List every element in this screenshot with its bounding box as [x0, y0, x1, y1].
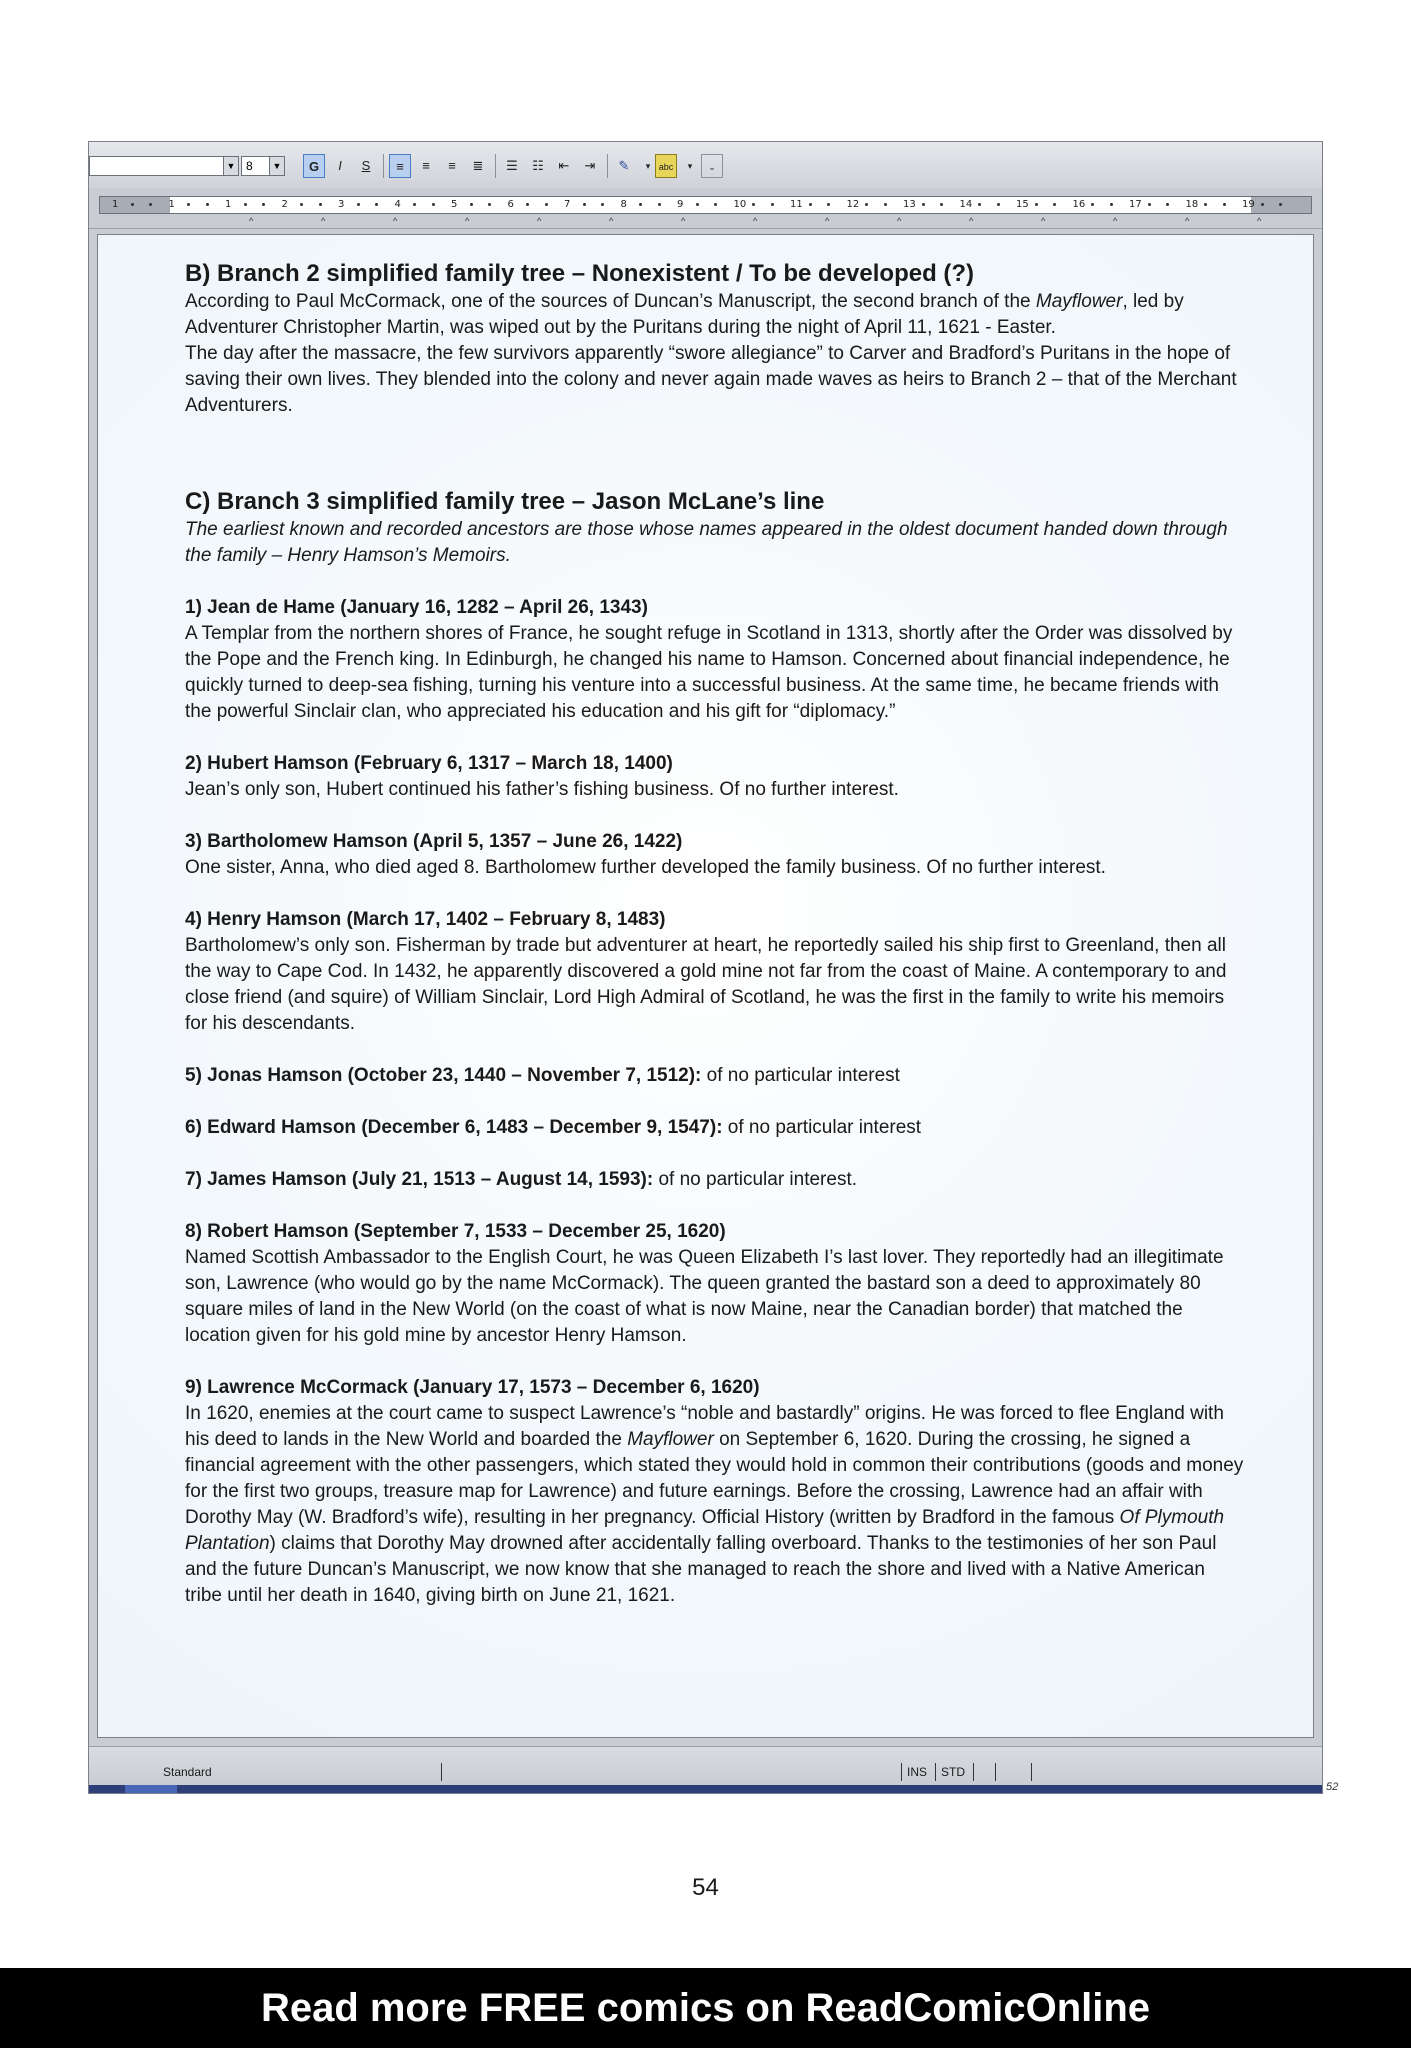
ruler-tick-label: 10: [733, 199, 747, 210]
ruler-tick-label: 16: [1072, 199, 1086, 210]
ruler-tick-label: 12: [846, 199, 860, 210]
ruler-tick-dot: [300, 203, 303, 206]
ruler-tick-dot: [1261, 203, 1264, 206]
tab-stop-icon[interactable]: ^: [1041, 216, 1046, 226]
status-bar: [89, 1746, 1322, 1793]
ruler-tick-dot: [940, 203, 943, 206]
formatting-toolbar: [89, 142, 1322, 189]
entry-title: 1) Jean de Hame (January 16, 1282 – April 26, 1343): [185, 597, 648, 618]
font-size-value: 8: [246, 159, 253, 173]
promo-banner[interactable]: Read more FREE comics on ReadComicOnline: [0, 1968, 1411, 2048]
ruler-tick-dot: [1035, 203, 1038, 206]
ruler-tick-dot: [827, 203, 830, 206]
tab-stop-icon[interactable]: ^: [825, 216, 830, 226]
ruler-tick-dot: [375, 203, 378, 206]
inline-entry: 6) Edward Hamson (December 6, 1483 – December 9, 1547): of no particular interest: [185, 1117, 922, 1138]
ruler-tick-dot: [319, 203, 322, 206]
ruler-tick-label: 7: [564, 199, 571, 210]
inline-entry: 7) James Hamson (July 21, 1513 – August 14, 1593): of no particular interest.: [185, 1169, 858, 1190]
ruler-tick-dot: [696, 203, 699, 206]
ruler-tick-dot: [639, 203, 642, 206]
align-left-icon[interactable]: ≡: [389, 154, 411, 178]
ruler-area: [89, 188, 1322, 229]
status-bar-strip: [89, 1785, 1322, 1793]
tab-stop-icon[interactable]: ^: [465, 216, 470, 226]
ruler-tick-dot: [1053, 203, 1056, 206]
status-divider: [1031, 1763, 1032, 1781]
ruler-tick-dot: [658, 203, 661, 206]
toolbar-divider: [607, 154, 608, 178]
tab-stop-icon[interactable]: ^: [609, 216, 614, 226]
ruler-tick-dot: [1110, 203, 1113, 206]
tab-stop-icon[interactable]: ^: [1185, 216, 1190, 226]
document-page[interactable]: [97, 234, 1314, 1738]
entry-title: 4) Henry Hamson (March 17, 1402 – February 8, 1483): [185, 909, 666, 930]
ruler-tick-label: 1: [225, 199, 232, 210]
chevron-down-icon[interactable]: ▾: [687, 161, 693, 171]
entry-title: 2) Hubert Hamson (February 6, 1317 – March 18, 1400): [185, 753, 673, 774]
align-right-icon[interactable]: ≡: [448, 158, 456, 173]
ruler-tick-label: 4: [394, 199, 401, 210]
ruler-tick-dot: [357, 203, 360, 206]
entry-text: A Templar from the northern shores of France, he sought refuge in Scotland in 1313, shortly after the Order was dissolved by the Pope and the French king. In Edinburgh, he changed his name to Hamson. Concerned about financial independence, he quickly turned to deep-sea fishing, turning his venture into a successful business. At the same time, he became friends with the powerful Sinclair clan, who appreciated his education and his gift for “diplomacy.”: [185, 623, 1233, 722]
ruler-tick-label: 19: [1242, 199, 1255, 210]
italic-button[interactable]: I: [338, 158, 342, 173]
ruler-tick-dot: [262, 203, 265, 206]
ruler-tick-dot: [206, 203, 209, 206]
ruler-tick-dot: [1223, 203, 1226, 206]
ruler-tick-dot: [470, 203, 473, 206]
ruler-tick-label: 11: [790, 199, 803, 210]
chevron-down-icon[interactable]: ▾: [645, 161, 651, 171]
ruler-tick-dot: [714, 203, 717, 206]
ruler-tick-dot: [432, 203, 435, 206]
bullet-list-icon[interactable]: ☷: [532, 158, 544, 173]
tab-stop-icon[interactable]: ^: [753, 216, 758, 226]
chevron-down-icon[interactable]: ▼: [223, 157, 238, 175]
entry-title: 3) Bartholomew Hamson (April 5, 1357 – June 26, 1422): [185, 831, 683, 852]
ruler-tick-label: 1: [168, 199, 175, 210]
ruler-left-margin: [100, 197, 170, 213]
tab-stop-icon[interactable]: ^: [969, 216, 974, 226]
corner-page-number: 52: [1326, 1781, 1339, 1793]
ruler-tick-dot: [978, 203, 981, 206]
highlight-icon[interactable]: ✎: [618, 158, 630, 173]
entry-title: 8) Robert Hamson (September 7, 1533 – December 25, 1620): [185, 1221, 726, 1242]
ruler-tick-label: 18: [1185, 199, 1199, 210]
ruler-tick-label: 8: [620, 199, 627, 210]
entry-text: In 1620, enemies at the court came to suspect Lawrence’s “noble and bastardly” origins. He was forced to flee England with his deed to lands in the New World and boarded the Mayflower on September 6, 1620. During the crossing, he signed a financial agreement with the other passengers, which stated they would hold in common their contributions (goods and money for the first two groups, treasure map for Lawrence) and future earnings. Before the crossing, Lawrence had an affair with Dorothy May (W. Bradford’s wife), resulting in her pregnancy. Official History (written by Bradford in the famous Of Plymouth Plantation) claims that Dorothy May drowned after accidentally falling overboard. Thanks to the testimonies of her son Paul and the future Duncan’s Manuscript, we now know that she managed to reach the shore and lived with a Native American tribe until her death in 1640, giving birth on June 21, 1621.: [185, 1403, 1244, 1606]
ruler-tick-dot: [922, 203, 925, 206]
ruler-tick-dot: [752, 203, 755, 206]
entry-text: Bartholomew’s only son. Fisherman by trade but adventurer at heart, he reportedly sailed his ship first to Greenland, then all the way to Cape Cod. In 1432, he apparently discovered a gold mine not far from the coast of Maine. A contemporary to and close friend (and squire) of William Sinclair, Lord High Admiral of Scotland, he was the first in the family to write his memoirs for his descendants.: [185, 935, 1227, 1034]
section-b-paragraph-1: According to Paul McCormack, one of the sources of Duncan’s Manuscript, the second branch of the Mayflower, led by Adventurer Christopher Martin, was wiped out by the Puritans during the night of April 11, 1621 - Easter.: [185, 291, 1184, 338]
entry-text: Jean’s only son, Hubert continued his father’s fishing business. Of no further interest.: [185, 779, 899, 800]
align-justify-icon[interactable]: ≣: [472, 158, 484, 173]
decrease-indent-icon[interactable]: ⇤: [558, 158, 570, 173]
ruler-tick-dot: [1091, 203, 1094, 206]
ruler-tick-dot: [809, 203, 812, 206]
horizontal-ruler[interactable]: [99, 196, 1312, 214]
ruler-tick-dot: [1148, 203, 1151, 206]
ruler-tick-label: 5: [451, 199, 458, 210]
ruler-tick-dot: [545, 203, 548, 206]
section-b-heading: B) Branch 2 simplified family tree – Nonexistent / To be developed (?): [185, 260, 975, 287]
ruler-tick-label: 17: [1129, 199, 1142, 210]
chevron-down-icon[interactable]: ▼: [269, 157, 284, 175]
ruler-tick-dot: [997, 203, 1000, 206]
ruler-tick-label: 2: [281, 199, 288, 210]
ruler-tick-dot: [1204, 203, 1207, 206]
ruler-tick-dot: [488, 203, 491, 206]
ruler-tick-label: 13: [903, 199, 916, 210]
ruler-tick-label: 14: [959, 199, 973, 210]
status-divider: [973, 1763, 974, 1781]
word-processor-window: [88, 141, 1323, 1794]
status-std[interactable]: STD: [941, 1765, 965, 1779]
ruler-tick-label: 15: [1016, 199, 1029, 210]
status-divider: [995, 1763, 996, 1781]
page-number: 54: [692, 1874, 719, 1901]
toolbar-divider: [383, 154, 384, 178]
tab-stop-icon[interactable]: ^: [681, 216, 686, 226]
ruler-tick-dot: [131, 203, 134, 206]
status-divider: [935, 1763, 936, 1781]
entry-text: One sister, Anna, who died aged 8. Bartholomew further developed the family business. Of no further interest.: [185, 857, 1106, 878]
inline-entry: 5) Jonas Hamson (October 23, 1440 – November 7, 1512): of no particular interest: [185, 1065, 900, 1086]
ruler-tick-dot: [884, 203, 887, 206]
section-b-paragraph-2: The day after the massacre, the few survivors apparently “swore allegiance” to Carver and Bradford’s Puritans in the hope of saving their own lives. They blended into the colony and never again made waves as heirs to Branch 2 – that of the Merchant Adventurers.: [185, 343, 1237, 416]
ruler-tick-dot: [771, 203, 774, 206]
status-divider: [901, 1763, 902, 1781]
ruler-tick-label: 1: [112, 199, 119, 210]
tab-stop-icon[interactable]: ^: [1257, 216, 1262, 226]
ruler-tick-dot: [244, 203, 247, 206]
status-divider: [441, 1763, 442, 1781]
tab-stop-icon[interactable]: ^: [249, 216, 254, 226]
tab-stop-icon[interactable]: ^: [321, 216, 326, 226]
tab-stop-icon[interactable]: ^: [897, 216, 902, 226]
ruler-tick-dot: [413, 203, 416, 206]
ruler-tick-label: 9: [677, 199, 684, 210]
tab-stop-icon[interactable]: ^: [393, 216, 398, 226]
ruler-tick-dot: [865, 203, 868, 206]
spellcheck-icon[interactable]: abc: [655, 154, 677, 178]
underline-button[interactable]: S: [361, 158, 371, 173]
status-ins[interactable]: INS: [907, 1765, 928, 1779]
align-center-icon[interactable]: ≡: [422, 158, 430, 173]
font-size-combo[interactable]: [241, 156, 285, 176]
font-name-combo[interactable]: [89, 156, 239, 176]
ruler-tick-label: 6: [507, 199, 514, 210]
ruler-tick-dot: [526, 203, 529, 206]
section-c-intro: The earliest known and recorded ancestors are those whose names appeared in the oldest document handed down through the family – Henry Hamson’s Memoirs.: [185, 519, 1228, 566]
tab-stop-icon[interactable]: ^: [537, 216, 542, 226]
toolbar-options-icon[interactable]: ⌄: [701, 154, 723, 178]
ruler-tick-dot: [583, 203, 586, 206]
increase-indent-icon[interactable]: ⇥: [584, 158, 596, 173]
document-content: [185, 259, 1245, 1609]
ruler-tick-dot: [187, 203, 190, 206]
ruler-tick-dot: [1166, 203, 1169, 206]
status-style: Standard: [163, 1765, 212, 1779]
numbered-list-icon[interactable]: ☰: [506, 158, 518, 173]
tab-stop-icon[interactable]: ^: [1113, 216, 1118, 226]
entry-title: 9) Lawrence McCormack (January 17, 1573 – December 6, 1620): [185, 1377, 760, 1398]
bold-button[interactable]: G: [303, 154, 325, 178]
entry-text: Named Scottish Ambassador to the English Court, he was Queen Elizabeth I’s last lover. They reportedly had an illegitimate son, Lawrence (who would go by the name McCormack). The queen granted the bastard son a deed to approximately 80 square miles of land in the New World (on the coast of what is now Maine, near the Canadian border) that matched the location given for his gold mine by ancestor Henry Hamson.: [185, 1247, 1224, 1346]
section-c-heading: C) Branch 3 simplified family tree – Jason McLane’s line: [185, 488, 825, 515]
ruler-tick-dot: [601, 203, 604, 206]
ruler-tick-label: 3: [338, 199, 345, 210]
toolbar-divider: [495, 154, 496, 178]
